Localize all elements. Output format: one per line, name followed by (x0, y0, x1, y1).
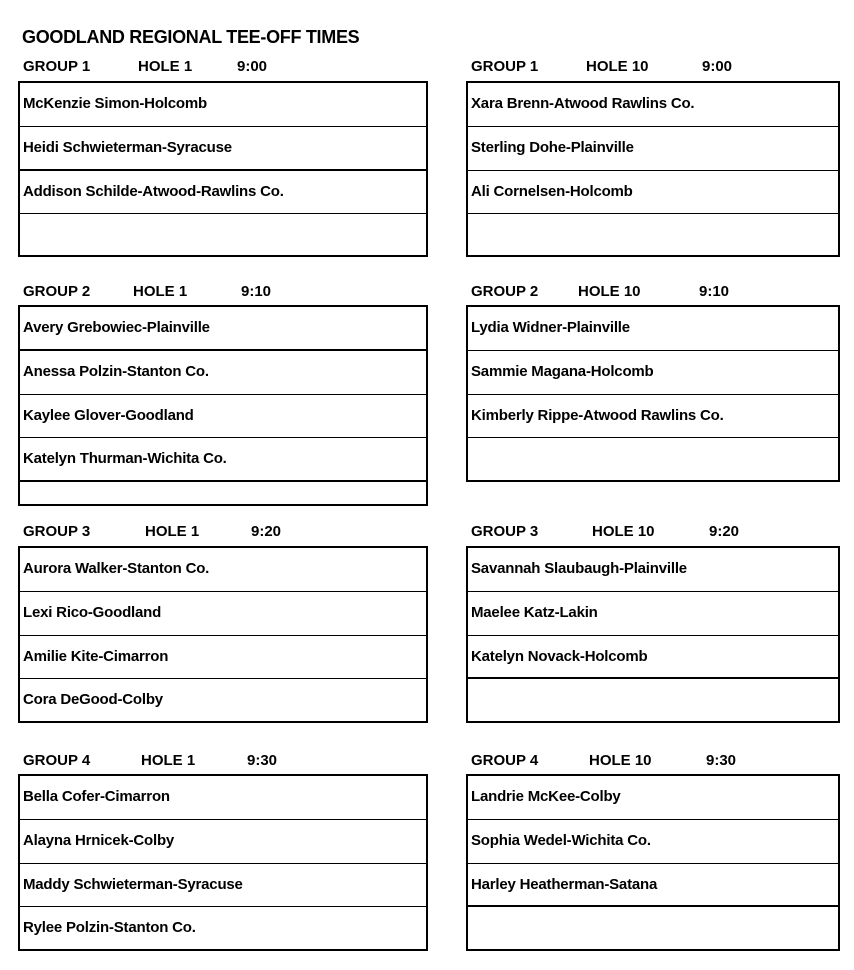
right-group-4-player-1: Landrie McKee-Colby (471, 788, 621, 805)
table-border (838, 546, 840, 723)
table-border (466, 305, 468, 482)
row-divider (18, 349, 428, 351)
left-group-3-player-2: Lexi Rico-Goodland (23, 604, 162, 621)
right-group-1-player-1: Xara Brenn-Atwood Rawlins Co. (471, 95, 695, 112)
left-group-1-time-label: 9:00 (237, 58, 268, 75)
row-divider (18, 126, 428, 127)
left-group-3-hole-label: HOLE 1 (145, 523, 200, 540)
table-border (838, 305, 840, 482)
left-group-2-hole-label: HOLE 1 (133, 283, 188, 300)
row-divider (18, 480, 428, 482)
table-border (838, 81, 840, 257)
row-divider (466, 677, 840, 679)
left-group-4-player-2: Alayna Hrnicek-Colby (23, 832, 175, 849)
right-group-2-group-label: GROUP 2 (471, 283, 539, 300)
table-border (426, 774, 428, 951)
table-border (838, 774, 840, 951)
left-group-2-group-label: GROUP 2 (23, 283, 91, 300)
row-divider (466, 905, 840, 907)
row-divider (18, 81, 428, 83)
right-group-4-group-label: GROUP 4 (471, 752, 539, 769)
right-group-1-player-3: Ali Cornelsen-Holcomb (471, 183, 633, 200)
right-group-3-player-1: Savannah Slaubaugh-Plainville (471, 560, 687, 577)
table-border (426, 305, 428, 506)
left-group-4-player-4: Rylee Polzin-Stanton Co. (23, 919, 196, 936)
row-divider (466, 350, 840, 351)
row-divider (466, 126, 840, 127)
row-divider (18, 437, 428, 438)
left-group-2-player-2: Anessa Polzin-Stanton Co. (23, 363, 209, 380)
left-group-3-time-label: 9:20 (251, 523, 282, 540)
row-divider (466, 480, 840, 482)
row-divider (18, 546, 428, 548)
left-group-3-player-4: Cora DeGood-Colby (23, 691, 163, 708)
left-group-2-player-1: Avery Grebowiec-Plainville (23, 319, 210, 336)
row-divider (18, 255, 428, 257)
left-group-1-group-label: GROUP 1 (23, 58, 91, 75)
left-group-1-player-3: Addison Schilde-Atwood-Rawlins Co. (23, 183, 284, 200)
left-group-3-player-1: Aurora Walker-Stanton Co. (23, 560, 210, 577)
left-group-3-group-label: GROUP 3 (23, 523, 91, 540)
row-divider (466, 863, 840, 864)
right-group-4-hole-label: HOLE 10 (589, 752, 652, 769)
table-border (18, 546, 20, 723)
row-divider (466, 774, 840, 776)
right-group-3-player-2: Maelee Katz-Lakin (471, 604, 598, 621)
row-divider (466, 394, 840, 395)
left-group-4-time-label: 9:30 (247, 752, 278, 769)
right-group-3-time-label: 9:20 (709, 523, 740, 540)
row-divider (18, 721, 428, 723)
left-group-2-player-3: Kaylee Glover-Goodland (23, 407, 194, 424)
table-border (466, 774, 468, 951)
row-divider (18, 949, 428, 951)
right-group-1-group-label: GROUP 1 (471, 58, 539, 75)
table-border (18, 774, 20, 951)
row-divider (18, 305, 428, 307)
row-divider (18, 591, 428, 592)
left-group-1-player-2: Heidi Schwieterman-Syracuse (23, 139, 232, 156)
row-divider (466, 635, 840, 636)
row-divider (18, 906, 428, 907)
right-group-4-player-2: Sophia Wedel-Wichita Co. (471, 832, 651, 849)
row-divider (18, 819, 428, 820)
left-group-2-player-4: Katelyn Thurman-Wichita Co. (23, 450, 227, 467)
row-divider (18, 169, 428, 171)
row-divider (466, 721, 840, 723)
right-group-1-time-label: 9:00 (702, 58, 733, 75)
row-divider (466, 819, 840, 820)
table-border (426, 546, 428, 723)
row-divider (18, 213, 428, 214)
row-divider (466, 591, 840, 592)
row-divider (18, 504, 428, 506)
right-group-1-hole-label: HOLE 10 (586, 58, 649, 75)
row-divider (18, 394, 428, 395)
table-border (18, 81, 20, 257)
right-group-3-hole-label: HOLE 10 (592, 523, 655, 540)
page-title: GOODLAND REGIONAL TEE-OFF TIMES (22, 27, 360, 47)
row-divider (466, 255, 840, 257)
right-group-4-time-label: 9:30 (706, 752, 737, 769)
table-border (466, 546, 468, 723)
table-border (18, 305, 20, 506)
table-border (466, 81, 468, 257)
row-divider (466, 949, 840, 951)
left-group-1-player-1: McKenzie Simon-Holcomb (23, 95, 207, 112)
row-divider (18, 678, 428, 679)
row-divider (466, 81, 840, 83)
right-group-1-player-2: Sterling Dohe-Plainville (471, 139, 634, 156)
row-divider (18, 863, 428, 864)
row-divider (466, 305, 840, 307)
right-group-2-hole-label: HOLE 10 (578, 283, 641, 300)
left-group-4-player-1: Bella Cofer-Cimarron (23, 788, 170, 805)
right-group-2-player-1: Lydia Widner-Plainville (471, 319, 630, 336)
row-divider (466, 213, 840, 214)
right-group-4-player-3: Harley Heatherman-Satana (471, 876, 658, 893)
right-group-3-player-3: Katelyn Novack-Holcomb (471, 648, 648, 665)
left-group-1-hole-label: HOLE 1 (138, 58, 193, 75)
row-divider (466, 546, 840, 548)
right-group-2-player-3: Kimberly Rippe-Atwood Rawlins Co. (471, 407, 724, 424)
left-group-3-player-3: Amilie Kite-Cimarron (23, 648, 169, 665)
row-divider (18, 774, 428, 776)
left-group-4-hole-label: HOLE 1 (141, 752, 196, 769)
right-group-3-group-label: GROUP 3 (471, 523, 539, 540)
right-group-2-player-2: Sammie Magana-Holcomb (471, 363, 654, 380)
table-border (426, 81, 428, 257)
left-group-4-player-3: Maddy Schwieterman-Syracuse (23, 876, 243, 893)
row-divider (466, 437, 840, 438)
right-group-2-time-label: 9:10 (699, 283, 730, 300)
row-divider (466, 170, 840, 171)
left-group-4-group-label: GROUP 4 (23, 752, 91, 769)
row-divider (18, 635, 428, 636)
left-group-2-time-label: 9:10 (241, 283, 272, 300)
